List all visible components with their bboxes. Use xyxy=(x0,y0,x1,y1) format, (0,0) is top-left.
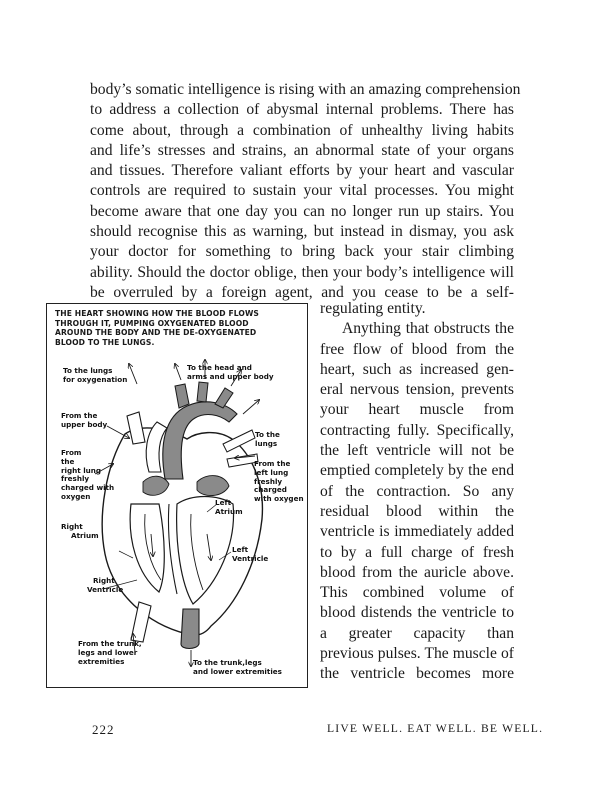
text-line: Anything that obstructs the xyxy=(342,320,514,338)
text-line: regulating entity. xyxy=(320,300,426,317)
text-line: your heart muscle from xyxy=(320,401,514,419)
label-line: Ventricle xyxy=(87,584,124,594)
text-line: a greater capacity than xyxy=(320,624,514,642)
text-line: blood distends the ventricle to xyxy=(320,604,514,622)
label-line: Ventricle xyxy=(232,553,269,563)
label-line: Left xyxy=(232,545,249,554)
label-line: lungs xyxy=(255,438,278,448)
text-line: previous pulses. The muscle of xyxy=(320,645,514,663)
label-line: From the trunk, xyxy=(78,639,142,648)
label-line: upper body xyxy=(61,419,108,429)
text-line: become aware that one day you can no longer run up stairs. You xyxy=(90,202,514,220)
label-to-trunk xyxy=(193,659,282,677)
label-line: left lung xyxy=(254,467,289,477)
label-line: arms and upper body xyxy=(187,371,274,381)
label-line: Atrium xyxy=(71,530,99,540)
label-line: Right xyxy=(61,522,83,531)
label-line: Right xyxy=(93,576,115,585)
label-upper-body xyxy=(61,412,107,430)
label-line: To the head and xyxy=(187,363,252,372)
label-to-lungs-oxygenation xyxy=(63,367,127,385)
vena-cava-inferior xyxy=(131,602,151,642)
label-line: oxygen xyxy=(61,491,91,501)
label-right-atrium xyxy=(61,523,99,541)
label-from-trunk xyxy=(78,640,142,666)
page-number: 222 xyxy=(92,722,115,737)
full-width-paragraph xyxy=(90,80,521,303)
text-line: body’s somatic intelligence is rising with an amazing comprehension xyxy=(90,81,521,98)
label-line: for oxygenation xyxy=(63,374,128,384)
label-line: extremities xyxy=(78,656,125,666)
label-line: freshly xyxy=(61,474,90,484)
text-line: heart, such as increased gen- xyxy=(320,360,514,378)
text-line: the ventricle becomes more xyxy=(320,665,514,683)
text-line: and tissues. Therefore valiant efforts by your heart and vascular xyxy=(90,162,514,180)
label-line: and lower extremities xyxy=(193,666,282,676)
label-line: the xyxy=(61,456,75,466)
caption-line: AROUND THE BODY AND THE DE-OXYGENATED xyxy=(55,328,257,338)
caption-line: THE HEART SHOWING HOW THE BLOOD FLOWS xyxy=(55,309,259,318)
text-line: to by a full charge of fresh xyxy=(320,543,514,561)
label-line: From the xyxy=(254,459,291,468)
text-line: residual blood within the xyxy=(320,502,514,520)
text-line: emptied completely by the end xyxy=(320,462,514,480)
text-line: be overruled by a foreign agent, and you cease to be a self- xyxy=(90,283,514,301)
heart-diagram-figure xyxy=(46,303,308,688)
label-left-atrium xyxy=(215,499,243,517)
text-line: the left ventricle will not be xyxy=(320,442,514,460)
label-line: with oxygen xyxy=(254,494,304,504)
label-head-arms xyxy=(187,364,274,382)
text-line: come about, through a combination of unhealthy living habits xyxy=(90,121,514,139)
label-line: Atrium xyxy=(215,506,243,516)
label-line: To the trunk,legs xyxy=(193,658,262,667)
label-line: To the lungs xyxy=(63,366,113,375)
text-line: ability. Should the doctor oblige, then your body’s intelligence will xyxy=(90,263,514,281)
text-line: controls are required to sustain your vital processes. You might xyxy=(90,182,514,200)
column-paragraph xyxy=(320,299,514,685)
label-line: To the xyxy=(255,430,280,439)
label-line: right lung xyxy=(61,465,102,475)
running-title: LIVE WELL. EAT WELL. BE WELL. xyxy=(327,722,544,735)
label-right-lung xyxy=(61,449,114,502)
text-line: contracting fully. Specifically, xyxy=(320,421,514,439)
label-left-ventricle xyxy=(232,546,268,564)
caption-line: THROUGH IT, PUMPING OXYGENATED BLOOD xyxy=(55,318,249,328)
text-line: should recognise this as warning, but instead in dismay, you ask xyxy=(90,223,514,241)
label-line: legs and lower xyxy=(78,647,138,657)
label-line: charged with xyxy=(61,483,115,493)
text-line: ventricle is immediately added xyxy=(320,523,514,541)
text-line: This combined volume of xyxy=(320,584,514,602)
text-line: your doctor for something to bring back your stair climbing xyxy=(90,243,514,261)
label-line: Left xyxy=(215,498,232,507)
label-left-lung xyxy=(254,460,304,504)
label-line: charged xyxy=(254,485,287,495)
text-line: to address a collection of abysmal internal problems. There has xyxy=(90,101,514,119)
descending-aorta xyxy=(181,609,199,649)
text-line: blood from the auricle above. xyxy=(320,563,514,581)
label-to-lungs xyxy=(255,431,280,449)
label-line: freshly xyxy=(254,476,283,486)
text-line: free flow of blood from the xyxy=(320,340,514,358)
text-line: and life’s stresses and strains, an abnormal state of your organs xyxy=(90,141,514,159)
text-line: eral nervous tension, prevents xyxy=(320,381,514,399)
label-line: From the xyxy=(61,411,98,420)
text-line: of the contraction. So any xyxy=(320,482,514,500)
caption-line: BLOOD TO THE LUNGS. xyxy=(55,337,155,347)
label-line: From xyxy=(61,448,82,457)
label-right-ventricle xyxy=(87,577,123,595)
